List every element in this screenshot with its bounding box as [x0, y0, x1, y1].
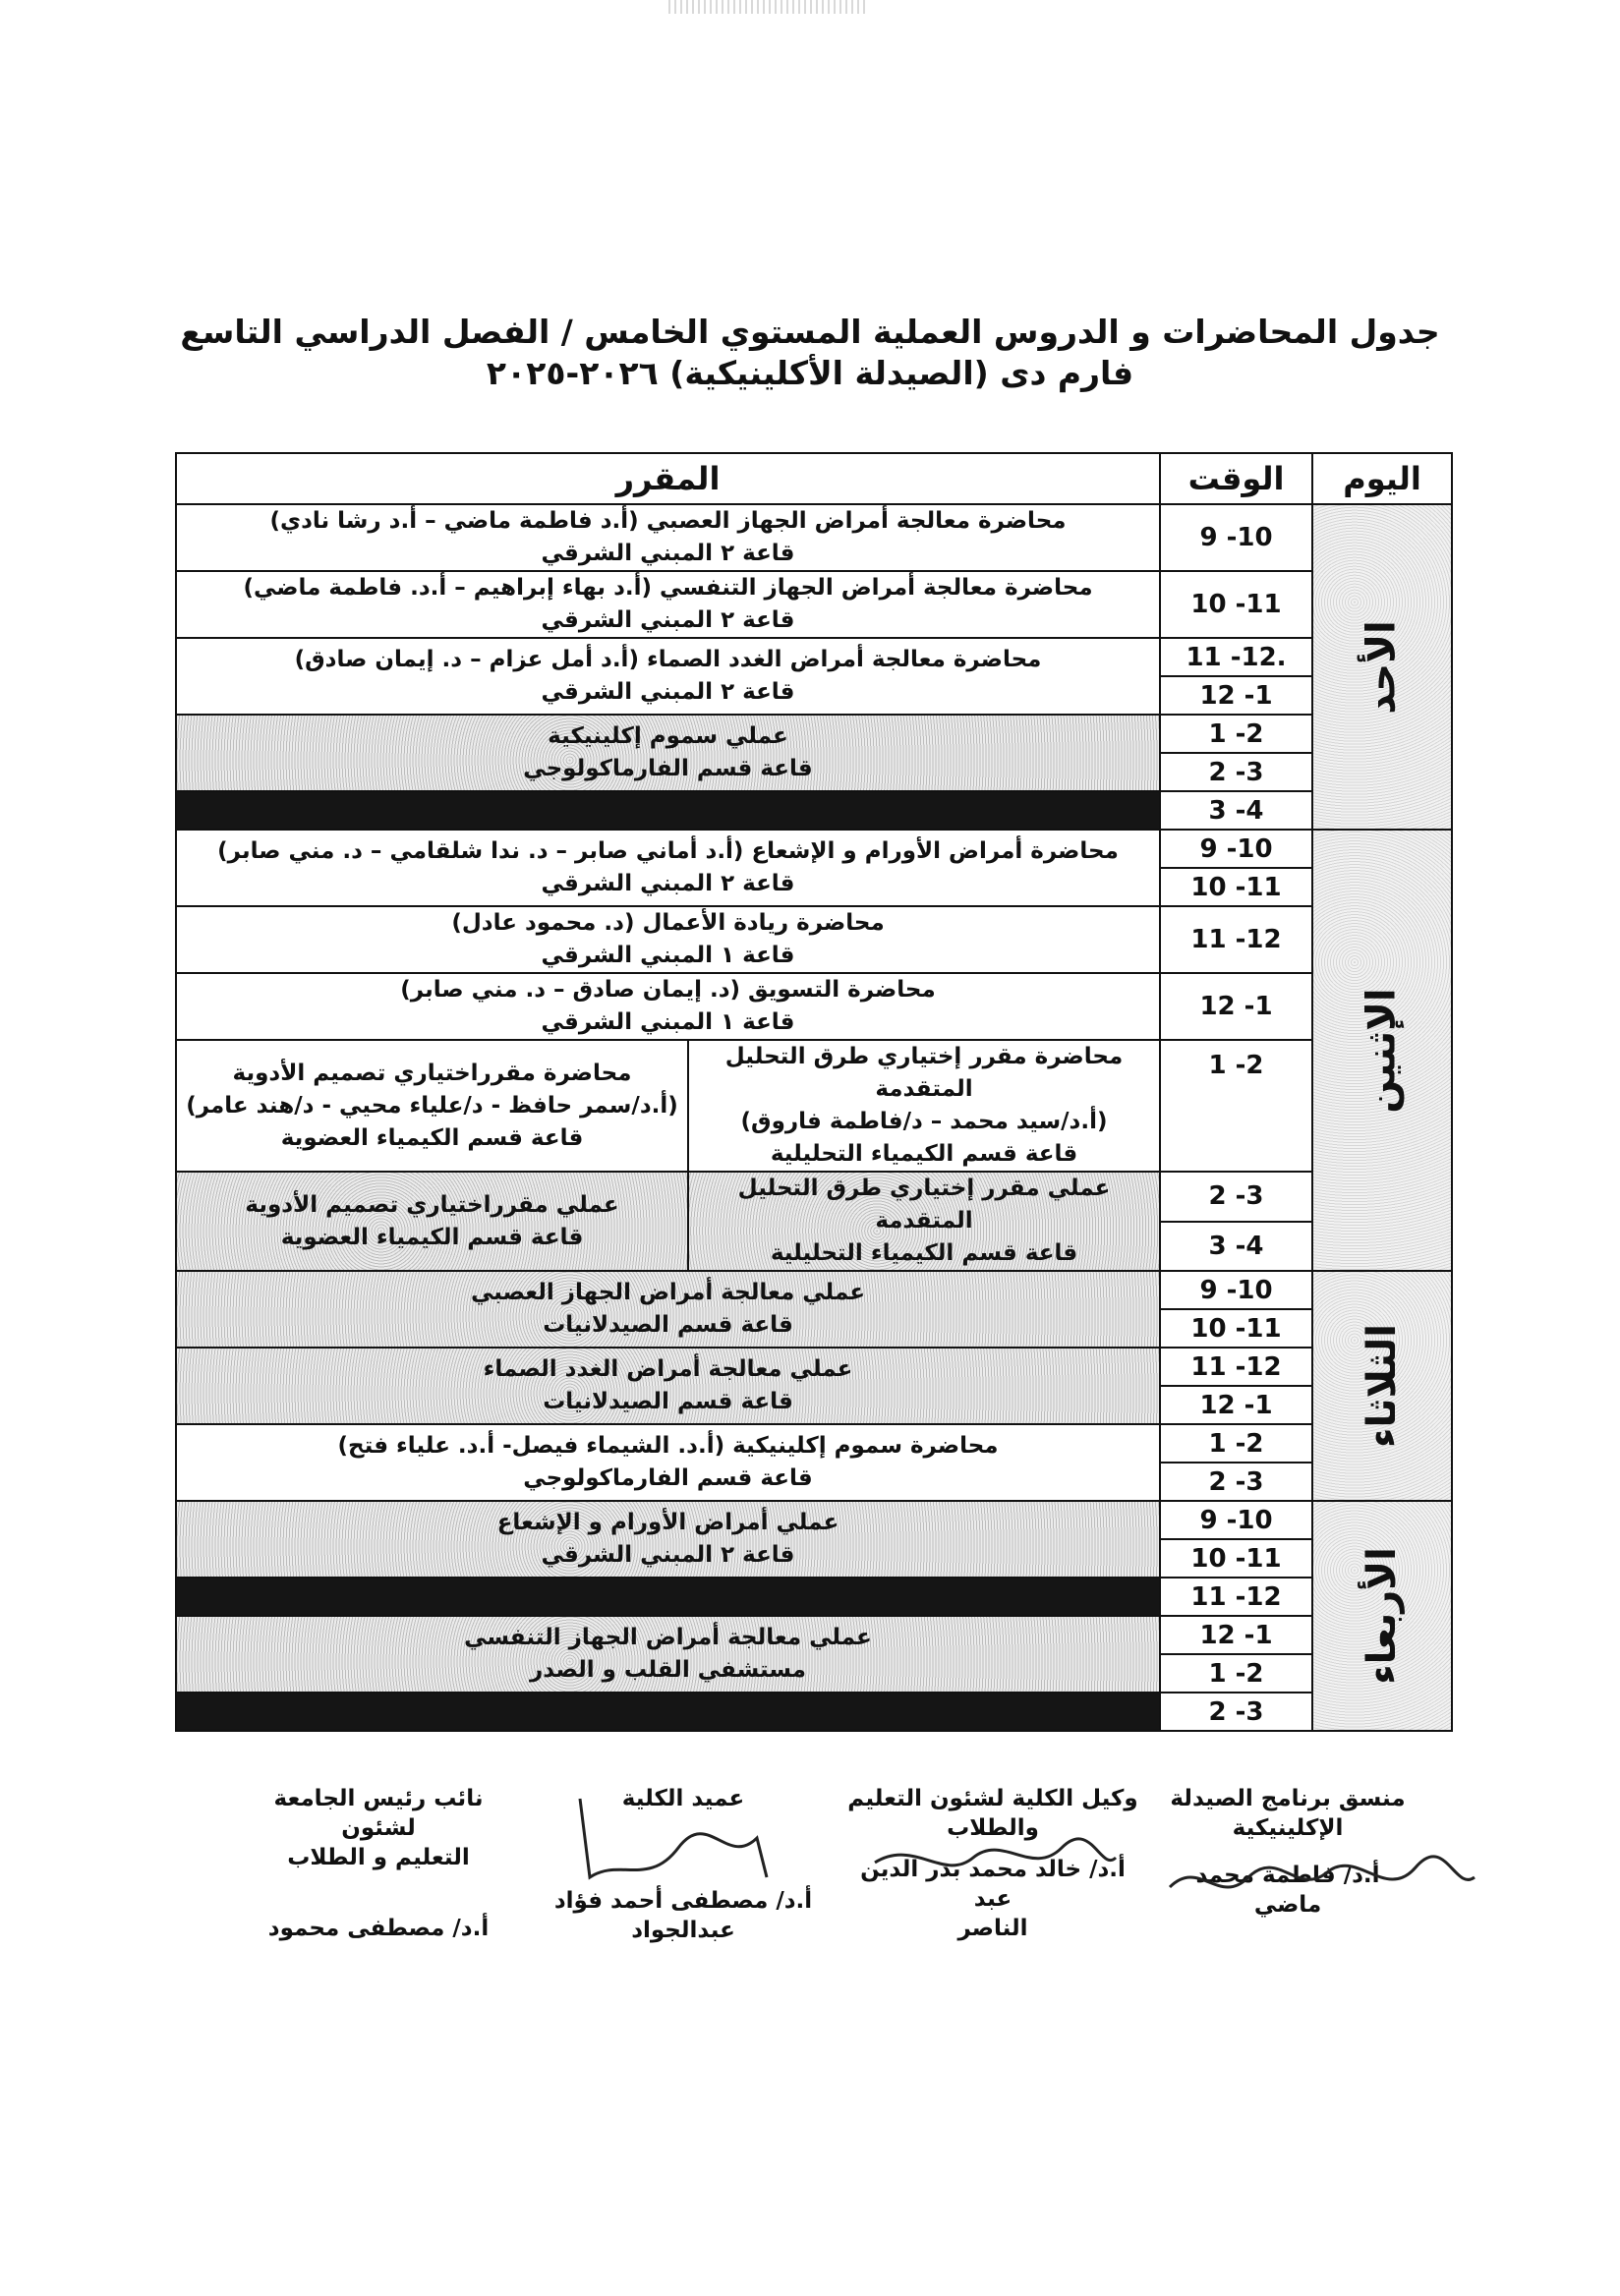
- signature-vice-dean: وكيل الكلية لشئون التعليم والطلاب أ.د/ خالد محمد بدر الدين عبد الناصر: [847, 1786, 1138, 1941]
- blocked-slot: [176, 791, 1160, 830]
- blocked-slot: [176, 1693, 1160, 1731]
- handwritten-signature-dean: [560, 1789, 786, 1897]
- day-sunday: الأحد: [1312, 504, 1452, 830]
- practical-cell: عملي معالجة أمراض الغدد الصماء قاعة قسم الصيدلانيات: [176, 1348, 1160, 1424]
- time-slot: 12 -1: [1160, 973, 1312, 1040]
- elective-cell-analysis: محاضرة مقرر إختياري طرق التحليل المتقدمة (أ.د/سيد محمد – د/فاطمة فاروق) قاعة قسم الكيمياء التحليلية: [688, 1040, 1160, 1172]
- time-slot: 3 -4: [1160, 791, 1312, 830]
- program-subtitle: فارم دى (الصيدلة الأكلينيكية) ٢٠٢٦-٢٠٢٥: [486, 354, 1134, 392]
- time-slot: 1 -2: [1160, 1040, 1312, 1172]
- time-slot: 11 -12.: [1160, 638, 1312, 676]
- time-slot: 9 -10: [1160, 1501, 1312, 1539]
- time-slot: 2 -3: [1160, 753, 1312, 791]
- time-slot: 12 -1: [1160, 1386, 1312, 1424]
- time-slot: 9 -10: [1160, 1271, 1312, 1309]
- practical-cell: عملي مقرراختياري تصميم الأدوية قاعة قسم الكيمياء العضوية: [176, 1172, 688, 1271]
- course-cell: محاضرة ريادة الأعمال (د. محمود عادل) قاعة ١ المبني الشرقي: [176, 906, 1160, 973]
- practical-cell: عملي معالجة أمراض الجهاز العصبي قاعة قسم الصيدلانيات: [176, 1271, 1160, 1348]
- course-cell: محاضرة أمراض الأورام و الإشعاع (أ.د أماني صابر – د. ندا شلقامي – د. مني صابر) قاعة ٢ المبني الشرقي: [176, 830, 1160, 906]
- practical-cell: عملي سموم إكلينيكية قاعة قسم الفارماكولوجي: [176, 715, 1160, 791]
- time-slot: 2 -3: [1160, 1463, 1312, 1501]
- course-cell: محاضرة معالجة أمراض الجهاز التنفسي (أ.د بهاء إبراهيم – أ.د. فاطمة ماضي) قاعة ٢ المبني الشرقي: [176, 571, 1160, 638]
- blocked-slot: [176, 1578, 1160, 1616]
- time-slot: 10 -11: [1160, 868, 1312, 906]
- header-row: [176, 453, 1452, 504]
- practical-cell: عملي معالجة أمراض الجهاز التنفسي مستشفي القلب و الصدر: [176, 1616, 1160, 1693]
- time-slot: 11 -12: [1160, 1578, 1312, 1616]
- course-cell: محاضرة معالجة أمراض الجهاز العصبي (أ.د فاطمة ماضي – أ.د رشا نادي) قاعة ٢ المبني الشرقي: [176, 504, 1160, 571]
- time-slot: 3 -4: [1160, 1222, 1312, 1272]
- time-slot: 12 -1: [1160, 676, 1312, 715]
- header-course: المقرر: [176, 453, 1160, 504]
- signature-coordinator: منسق برنامج الصيدلة الإكلينيكية أ.د/ فاطمة محمد ماضي: [1170, 1786, 1406, 1918]
- time-slot: 10 -11: [1160, 1539, 1312, 1578]
- day-wednesday: الأربعاء: [1312, 1501, 1452, 1731]
- scan-noise: [668, 0, 865, 14]
- time-slot: 2 -3: [1160, 1172, 1312, 1222]
- practical-cell: عملي مقرر إختياري طرق التحليل المتقدمة قاعة قسم الكيمياء التحليلية: [688, 1172, 1160, 1271]
- course-cell: محاضرة التسويق (د. إيمان صادق – د. مني صابر) قاعة ١ المبني الشرقي: [176, 973, 1160, 1040]
- time-slot: 10 -11: [1160, 571, 1312, 638]
- time-slot: 1 -2: [1160, 1424, 1312, 1463]
- handwritten-signature-coordinator: [1160, 1848, 1484, 1917]
- time-slot: 2 -3: [1160, 1693, 1312, 1731]
- time-slot: 9 -10: [1160, 504, 1312, 571]
- time-slot: 12 -1: [1160, 1616, 1312, 1654]
- handwritten-signature-vice-dean: [865, 1833, 1121, 1892]
- day-tuesday: الثلاثاء: [1312, 1271, 1452, 1501]
- elective-cell-design: محاضرة مقرراختياري تصميم الأدوية (أ.د/سمر حافظ - د/علياء محيي - د/هند عامر) قاعة قسم الكيمياء العضوية: [176, 1040, 688, 1172]
- course-cell: محاضرة معالجة أمراض الغدد الصماء (أ.د أمل عزام – د. إيمان صادق) قاعة ٢ المبني الشرقي: [176, 638, 1160, 715]
- schedule-table: [175, 452, 1453, 1732]
- signature-vice-president: نائب رئيس الجامعة لشئون التعليم و الطلاب أ.د/ مصطفى محمود: [267, 1786, 490, 1941]
- time-slot: 9 -10: [1160, 830, 1312, 868]
- header-time: الوقت: [1160, 453, 1312, 504]
- practical-cell: عملي أمراض الأورام و الإشعاع قاعة ٢ المبني الشرقي: [176, 1501, 1160, 1578]
- schedule-title: جدول المحاضرات و الدروس العملية المستوي الخامس / الفصل الدراسي التاسع: [180, 313, 1440, 351]
- course-cell: محاضرة سموم إكلينيكية (أ.د. الشيماء فيصل- أ.د. علياء فتح) قاعة قسم الفارماكولوجي: [176, 1424, 1160, 1501]
- time-slot: 1 -2: [1160, 715, 1312, 753]
- signature-dean: عميد الكلية أ.د/ مصطفى أحمد فؤاد عبدالجواد: [553, 1786, 813, 1943]
- time-slot: 11 -12: [1160, 906, 1312, 973]
- time-slot: 11 -12: [1160, 1348, 1312, 1386]
- time-slot: 1 -2: [1160, 1654, 1312, 1693]
- time-slot: 10 -11: [1160, 1309, 1312, 1348]
- day-monday: الإثنين: [1312, 830, 1452, 1271]
- header-day: اليوم: [1312, 453, 1452, 504]
